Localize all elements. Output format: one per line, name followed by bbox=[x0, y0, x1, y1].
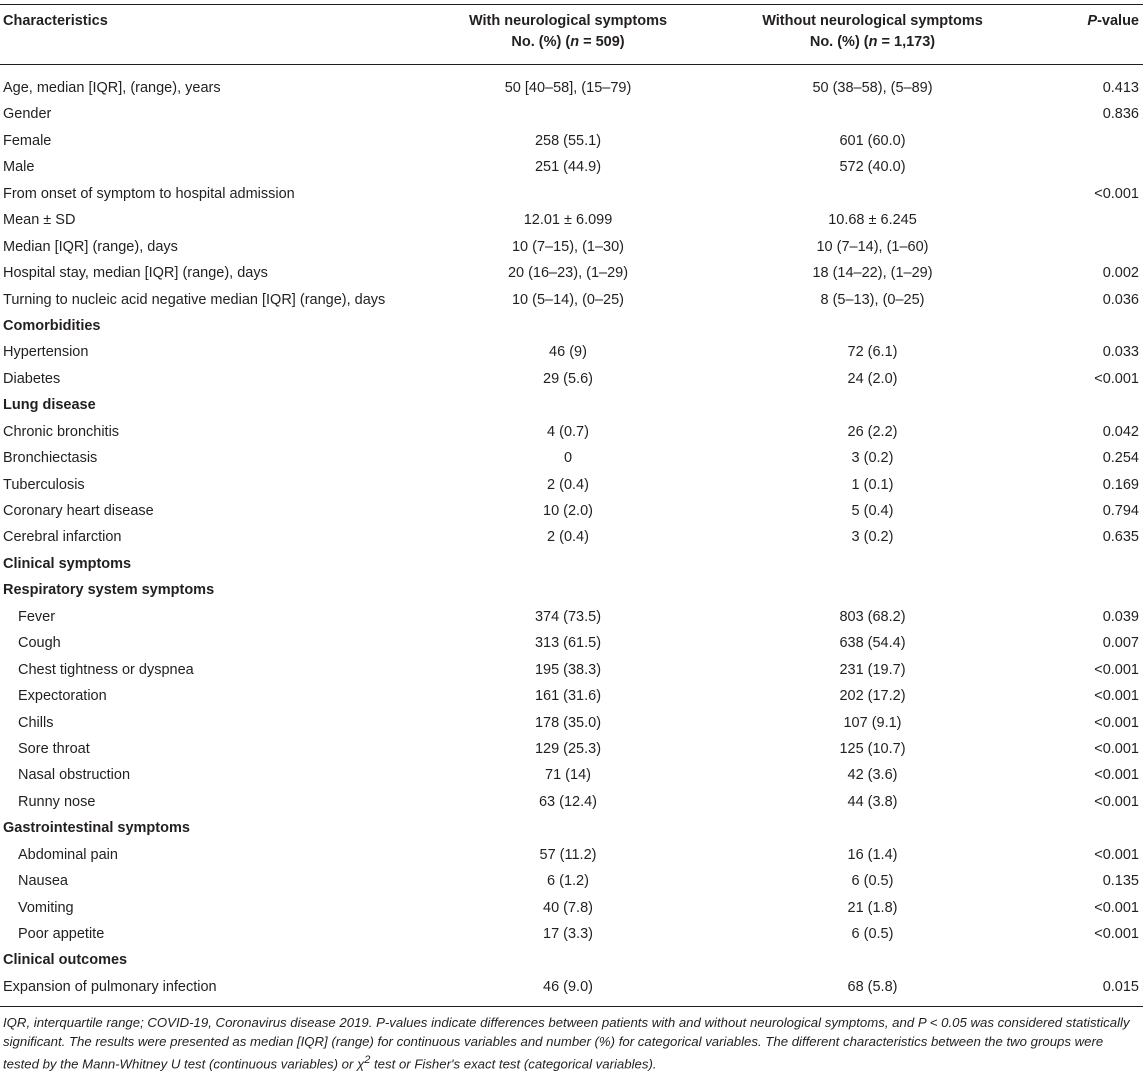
row-label: Nasal obstruction bbox=[18, 767, 131, 784]
table-row bbox=[0, 260, 1143, 286]
table-row bbox=[0, 974, 1143, 1000]
table-row bbox=[0, 921, 1143, 947]
row-label: Bronchiectasis bbox=[3, 450, 98, 467]
row-without-value: 202 (17.2) bbox=[839, 688, 906, 705]
row-without-value: 5 (0.4) bbox=[851, 503, 894, 519]
row-p-value: 0.002 bbox=[1102, 265, 1139, 282]
row-label: Female bbox=[3, 132, 52, 149]
table-row bbox=[0, 392, 1143, 418]
header-with-neuro-line1: With neurological symptoms bbox=[468, 13, 668, 29]
row-with-value: 0 bbox=[563, 450, 573, 467]
row-p-value: <0.001 bbox=[1094, 793, 1139, 810]
row-without-value: 6 (0.5) bbox=[851, 873, 894, 890]
table-row bbox=[0, 789, 1143, 815]
row-without-value: 16 (1.4) bbox=[847, 846, 898, 863]
row-without-value: 21 (1.8) bbox=[847, 899, 898, 916]
row-without-value: 803 (68.2) bbox=[839, 608, 906, 625]
row-p-value: <0.001 bbox=[1094, 185, 1139, 202]
table-row bbox=[0, 842, 1143, 868]
table-row bbox=[0, 366, 1143, 392]
table-row bbox=[0, 419, 1143, 445]
row-without-value: 42 (3.6) bbox=[847, 767, 898, 784]
row-label: Coronary heart disease bbox=[3, 503, 154, 519]
row-label: Fever bbox=[18, 608, 56, 625]
table-header-rule bbox=[0, 64, 1143, 65]
table-row bbox=[0, 472, 1143, 498]
row-with-value: 161 (31.6) bbox=[534, 688, 602, 705]
table-row bbox=[0, 736, 1143, 762]
row-with-value: 195 (38.3) bbox=[534, 661, 602, 678]
row-with-value: 2 (0.4) bbox=[547, 529, 589, 546]
row-label: Hypertension bbox=[3, 344, 89, 361]
row-without-value: 6 (0.5) bbox=[851, 926, 894, 942]
row-p-value: <0.001 bbox=[1094, 370, 1139, 387]
table-row bbox=[0, 710, 1143, 736]
row-p-value: 0.042 bbox=[1102, 423, 1139, 440]
table-row bbox=[0, 445, 1143, 471]
row-p-value: 0.836 bbox=[1102, 106, 1139, 123]
row-with-value: 57 (11.2) bbox=[539, 846, 597, 863]
row-with-value: 12.01 ± 6.099 bbox=[523, 212, 613, 229]
table-row bbox=[0, 313, 1143, 339]
table-row bbox=[0, 577, 1143, 603]
table-row bbox=[0, 683, 1143, 709]
row-with-value: 10 (5–14), (0–25) bbox=[511, 291, 625, 308]
row-label: Nausea bbox=[18, 873, 68, 890]
row-label: Median [IQR] (range), days bbox=[3, 238, 178, 255]
row-without-value: 3 (0.2) bbox=[851, 450, 894, 467]
row-with-value: 4 (0.7) bbox=[547, 423, 589, 440]
row-p-value: <0.001 bbox=[1094, 926, 1139, 942]
row-label: Abdominal pain bbox=[18, 846, 118, 863]
row-with-value: 129 (25.3) bbox=[534, 740, 602, 757]
table-row bbox=[0, 207, 1143, 233]
row-p-value: 0.033 bbox=[1102, 344, 1139, 361]
row-p-value: <0.001 bbox=[1094, 688, 1139, 705]
row-with-value: 63 (12.4) bbox=[538, 793, 598, 810]
row-with-value: 251 (44.9) bbox=[534, 159, 602, 176]
row-with-value: 258 (55.1) bbox=[534, 132, 602, 149]
table-row bbox=[0, 524, 1143, 550]
row-with-value: 374 (73.5) bbox=[534, 608, 602, 625]
row-without-value: 44 (3.8) bbox=[847, 793, 898, 810]
row-p-value: <0.001 bbox=[1094, 899, 1139, 916]
header-with-neuro-line2: No. (%) (n = 509) bbox=[511, 34, 625, 50]
row-with-value: 20 (16–23), (1–29) bbox=[507, 265, 629, 282]
header-characteristics: Characteristics bbox=[3, 13, 108, 29]
row-label: From onset of symptom to hospital admission bbox=[3, 185, 295, 202]
row-with-value: 46 (9.0) bbox=[543, 978, 593, 995]
row-label: Respiratory system symptoms bbox=[3, 582, 215, 599]
table-row bbox=[0, 815, 1143, 841]
table-row bbox=[0, 128, 1143, 154]
row-label: Chills bbox=[18, 714, 54, 731]
table-body bbox=[0, 75, 1143, 1000]
table-row bbox=[0, 101, 1143, 127]
table-footnote: IQR, interquartile range; COVID-19, Coronavirus disease 2019. P-values indicate differences between patients with and without neurological symptoms, and P < 0.05 was considered statistically significant. The results were presented as median [IQR] (range) for continuous variables and number (%) for categorical variables. The different characteristics between the two groups were tested by the Mann-Whitney U test (continuous variables) or $\chi^2$ test or Fisher's exact test (categorical variables). bbox=[3, 1015, 1130, 1072]
row-label: Tuberculosis bbox=[3, 476, 85, 493]
row-label: Comorbidities bbox=[3, 317, 101, 334]
row-label: Male bbox=[3, 159, 35, 176]
header-with-neuro bbox=[385, 11, 751, 53]
row-with-value: 29 (5.6) bbox=[543, 370, 593, 387]
table-row bbox=[0, 947, 1143, 973]
row-label: Clinical outcomes bbox=[3, 952, 128, 969]
header-without-neuro-line1: Without neurological symptoms bbox=[762, 13, 983, 29]
row-p-value: 0.036 bbox=[1102, 291, 1139, 308]
table-row bbox=[0, 75, 1143, 101]
table-row bbox=[0, 339, 1143, 365]
row-label: Lung disease bbox=[3, 397, 96, 414]
row-label: Diabetes bbox=[3, 370, 61, 387]
row-label: Expansion of pulmonary infection bbox=[3, 978, 217, 995]
table-row bbox=[0, 657, 1143, 683]
table-row bbox=[0, 234, 1143, 260]
row-label: Mean ± SD bbox=[3, 212, 76, 229]
row-p-value: 0.007 bbox=[1102, 635, 1139, 652]
row-label: Age, median [IQR], (range), years bbox=[3, 80, 221, 96]
row-p-value: 0.794 bbox=[1102, 503, 1139, 519]
table-row bbox=[0, 154, 1143, 180]
table-top-rule bbox=[0, 4, 1143, 5]
row-label: Vomiting bbox=[18, 899, 74, 916]
row-with-value: 2 (0.4) bbox=[547, 476, 589, 493]
row-label: Expectoration bbox=[18, 688, 107, 705]
row-with-value: 178 (35.0) bbox=[534, 714, 602, 731]
table-row bbox=[0, 604, 1143, 630]
row-p-value: 0.015 bbox=[1102, 978, 1139, 995]
row-without-value: 8 (5–13), (0–25) bbox=[820, 291, 925, 308]
row-without-value: 10 (7–14), (1–60) bbox=[816, 238, 929, 255]
table-row bbox=[0, 181, 1143, 207]
row-without-value: 18 (14–22), (1–29) bbox=[812, 265, 933, 282]
row-p-value: 0.039 bbox=[1102, 608, 1139, 625]
row-without-value: 50 (38–58), (5–89) bbox=[812, 80, 933, 96]
row-label: Runny nose bbox=[18, 793, 96, 810]
row-label: Clinical symptoms bbox=[3, 555, 132, 572]
row-p-value: <0.001 bbox=[1094, 661, 1139, 678]
row-without-value: 1 (0.1) bbox=[851, 476, 894, 493]
row-label: Hospital stay, median [IQR] (range), days bbox=[3, 265, 268, 282]
header-without-neuro bbox=[730, 11, 1015, 53]
table-row bbox=[0, 895, 1143, 921]
row-p-value: 0.169 bbox=[1102, 476, 1139, 493]
row-without-value: 638 (54.4) bbox=[839, 635, 906, 652]
row-without-value: 72 (6.1) bbox=[847, 344, 898, 361]
row-without-value: 3 (0.2) bbox=[851, 529, 894, 546]
header-p-value: P-value bbox=[1087, 13, 1139, 29]
row-label: Chest tightness or dyspnea bbox=[18, 661, 194, 678]
row-label: Turning to nucleic acid negative median [IQR] (range), days bbox=[3, 291, 386, 308]
row-with-value: 50 [40–58], (15–79) bbox=[504, 80, 632, 96]
row-with-value: 10 (7–15), (1–30) bbox=[511, 238, 625, 255]
row-p-value: <0.001 bbox=[1094, 767, 1139, 784]
row-p-value: <0.001 bbox=[1094, 714, 1139, 731]
row-with-value: 6 (1.2) bbox=[547, 873, 589, 890]
row-without-value: 125 (10.7) bbox=[839, 740, 906, 757]
row-without-value: 601 (60.0) bbox=[839, 132, 906, 149]
row-with-value: 40 (7.8) bbox=[543, 899, 593, 916]
table-row bbox=[0, 551, 1143, 577]
row-with-value: 17 (3.3) bbox=[543, 926, 593, 942]
row-without-value: 26 (2.2) bbox=[847, 423, 898, 440]
row-label: Sore throat bbox=[18, 740, 90, 757]
row-label: Gender bbox=[3, 106, 52, 123]
row-p-value: 0.254 bbox=[1102, 450, 1139, 467]
row-without-value: 572 (40.0) bbox=[839, 159, 906, 176]
row-without-value: 10.68 ± 6.245 bbox=[828, 212, 917, 229]
row-with-value: 313 (61.5) bbox=[534, 635, 602, 652]
table-bottom-rule bbox=[0, 1006, 1143, 1007]
row-label: Cerebral infarction bbox=[3, 529, 122, 546]
table-row bbox=[0, 630, 1143, 656]
row-with-value: 10 (2.0) bbox=[543, 503, 593, 519]
row-p-value: 0.635 bbox=[1102, 529, 1139, 546]
table-row bbox=[0, 287, 1143, 313]
row-p-value: <0.001 bbox=[1094, 846, 1139, 863]
table-row bbox=[0, 498, 1143, 524]
row-label: Cough bbox=[18, 635, 61, 652]
row-without-value: 24 (2.0) bbox=[847, 370, 898, 387]
row-without-value: 231 (19.7) bbox=[839, 661, 906, 678]
row-with-value: 71 (14) bbox=[545, 767, 591, 784]
row-label: Poor appetite bbox=[18, 926, 105, 942]
row-label: Gastrointestinal symptoms bbox=[3, 820, 190, 837]
table-row bbox=[0, 868, 1143, 894]
row-p-value: 0.413 bbox=[1102, 80, 1139, 96]
header-without-neuro-line2: No. (%) (n = 1,173) bbox=[809, 34, 936, 50]
row-with-value: 46 (9) bbox=[549, 344, 587, 361]
row-without-value: 68 (5.8) bbox=[847, 978, 898, 995]
row-without-value: 107 (9.1) bbox=[843, 714, 902, 731]
row-p-value: <0.001 bbox=[1094, 740, 1139, 757]
row-p-value: 0.135 bbox=[1102, 873, 1139, 890]
table-row bbox=[0, 762, 1143, 788]
row-label: Chronic bronchitis bbox=[3, 423, 120, 440]
